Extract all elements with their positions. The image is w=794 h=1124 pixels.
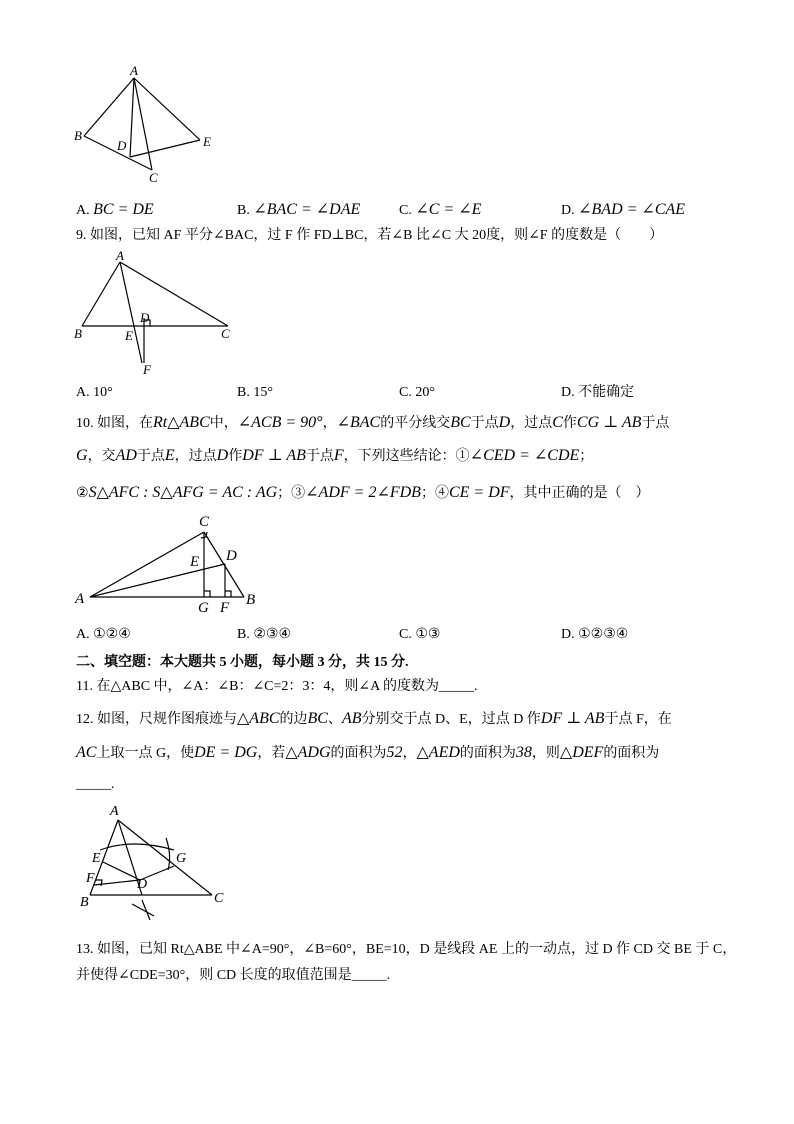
math: ∠CED = ∠CDE <box>469 447 580 464</box>
math: DE = DG <box>194 744 258 761</box>
fig9-label-e: E <box>125 328 133 343</box>
fig12-label-c: C <box>214 891 224 906</box>
math: E <box>164 447 175 464</box>
text: 作 <box>562 416 577 431</box>
math: BC <box>307 710 328 727</box>
q12-line-1 <box>76 709 672 730</box>
text: 中， <box>209 416 238 431</box>
q11-stem: 11. 在△ABC 中，∠A：∠B：∠C=2：3：4，则∠A 的度数为_____. <box>76 679 478 694</box>
fig10-label-g: G <box>198 600 209 615</box>
q9-option-a: A. 10° <box>76 385 113 400</box>
math: AD <box>115 447 137 464</box>
q9-option-d: D. 不能确定 <box>561 385 635 400</box>
text: ；③ <box>277 486 306 501</box>
math: ∠ADF = 2∠FDB <box>305 484 421 501</box>
math: D <box>498 414 511 431</box>
text: 于点 <box>641 416 670 431</box>
fig12-label-f: F <box>86 871 95 886</box>
text: 的面积为 <box>459 746 516 761</box>
text: ， <box>402 746 417 761</box>
q9-option-b: B. 15° <box>237 385 273 400</box>
text: 于点 <box>305 449 334 464</box>
option-letter: B. <box>237 203 250 218</box>
fig12-label-e: E <box>92 851 101 866</box>
fig8-label-d: D <box>117 138 127 153</box>
fig10-label-c: C <box>199 514 210 530</box>
option-letter: A. <box>76 203 90 218</box>
math: D <box>216 447 229 464</box>
option-math: BC = DE <box>93 201 154 218</box>
math: S△AFC : S△AFG = AC : AG <box>88 484 278 501</box>
math: DF ⊥ AB <box>242 447 306 464</box>
fig12-label-b: B <box>80 895 89 910</box>
text: ，交 <box>87 449 116 464</box>
fig10-label-b: B <box>246 592 256 608</box>
q9-figure <box>70 248 245 378</box>
fig8-label-a: A <box>130 63 138 78</box>
math: 38 <box>515 744 532 761</box>
text: 分别交于点 D、E，过点 D 作 <box>361 712 541 727</box>
section-heading: 二、填空题：本大题共 5 小题，每小题 3 分，共 15 分. <box>76 655 409 670</box>
math: F <box>333 447 344 464</box>
fig10-label-d: D <box>226 548 237 564</box>
text: 10. 如图，在 <box>76 416 153 431</box>
math: DF ⊥ AB <box>540 710 605 727</box>
text: ，过点 <box>174 449 217 464</box>
option-math: ∠C = ∠E <box>415 201 482 218</box>
text: ， <box>322 416 337 431</box>
q12-figure <box>70 800 240 920</box>
math: △AED <box>416 744 460 761</box>
text: 作 <box>228 449 243 464</box>
fig12-label-g: G <box>176 851 187 866</box>
math: △ADG <box>285 744 331 761</box>
fig10-label-f: F <box>220 600 230 615</box>
q10-line-1 <box>76 413 669 434</box>
math: C <box>552 414 563 431</box>
text: ； <box>579 449 594 464</box>
fig8-label-e: E <box>203 134 211 149</box>
option-math: ∠BAC = ∠DAE <box>253 201 361 218</box>
text: 的面积为 <box>330 746 387 761</box>
fig9-label-d: D <box>140 310 150 325</box>
math: AC <box>76 744 97 761</box>
math: CG ⊥ AB <box>576 414 642 431</box>
math: Rt△ABC <box>153 414 210 431</box>
fig9-label-b: B <box>74 326 82 341</box>
option-math: ∠BAD = ∠CAE <box>578 201 686 218</box>
q8-option-d <box>561 200 685 221</box>
text: ；④ <box>420 486 449 501</box>
q8-option-a <box>76 200 154 221</box>
option-letter: C. <box>399 203 412 218</box>
text: ，若 <box>257 746 286 761</box>
math: ∠BAC <box>336 414 381 431</box>
fig9-label-c: C <box>221 326 230 341</box>
text: ，下列这些结论：① <box>343 449 470 464</box>
text: 12. 如图，尺规作图痕迹与 <box>76 712 237 727</box>
math: △DEF <box>559 744 604 761</box>
text: ，则 <box>531 746 560 761</box>
fig12-label-a: A <box>110 804 119 819</box>
q9-stem: 9. 如图，已知 AF 平分∠BAC，过 F 作 FD⊥BC，若∠B 比∠C 大 20度，则∠F 的度数是（ ） <box>76 228 664 243</box>
text: 的边 <box>279 712 308 727</box>
text: ，其中正确的是（ ） <box>509 486 650 501</box>
text: 于点 <box>470 416 499 431</box>
math: AB <box>341 710 362 727</box>
text: 的平分线交 <box>380 416 451 431</box>
fig10-label-e: E <box>190 554 200 570</box>
fig9-label-f: F <box>143 362 151 377</box>
text: 上取一点 G，使 <box>96 746 195 761</box>
q10-figure <box>70 510 270 615</box>
fig8-label-c: C <box>149 170 158 185</box>
option-letter: D. <box>561 203 575 218</box>
text: 于点 F，在 <box>604 712 672 727</box>
q10-option-a: A. ①②④ <box>76 627 131 642</box>
text: 、 <box>327 712 342 727</box>
q12-line-3: _____. <box>76 777 115 792</box>
text: ，过点 <box>510 416 553 431</box>
q13-line-1: 13. 如图，已知 Rt△ABE 中∠A=90°，∠B=60°，BE=10，D 是线段 AE 上的一动点，过 D 作 CD 交 BE 于 C， <box>76 942 737 957</box>
q10-option-b: B. ②③④ <box>237 627 291 642</box>
q8-figure <box>70 62 230 187</box>
fig10-label-a: A <box>75 591 85 607</box>
math: 52 <box>386 744 403 761</box>
text: ② <box>76 486 89 501</box>
q9-option-c: C. 20° <box>399 385 435 400</box>
q13-line-2: 并使得∠CDE=30°，则 CD 长度的取值范围是_____. <box>76 968 391 983</box>
math: G <box>76 447 88 464</box>
math: △ABC <box>237 710 280 727</box>
q12-line-2 <box>76 743 659 764</box>
math: CE = DF <box>448 484 510 501</box>
q10-option-c: C. ①③ <box>399 627 441 642</box>
math: BC <box>450 414 471 431</box>
fig8-label-b: B <box>74 128 82 143</box>
q8-option-c <box>399 200 481 221</box>
math: ∠ACB = 90° <box>237 414 323 431</box>
fig9-label-a: A <box>116 248 124 263</box>
q10-line-2 <box>76 446 593 467</box>
q10-option-d: D. ①②③④ <box>561 627 629 642</box>
q8-option-b <box>237 200 360 221</box>
text: 于点 <box>136 449 165 464</box>
text: 的面积为 <box>603 746 660 761</box>
q10-line-3 <box>76 483 650 504</box>
fig12-label-d: D <box>137 877 148 892</box>
